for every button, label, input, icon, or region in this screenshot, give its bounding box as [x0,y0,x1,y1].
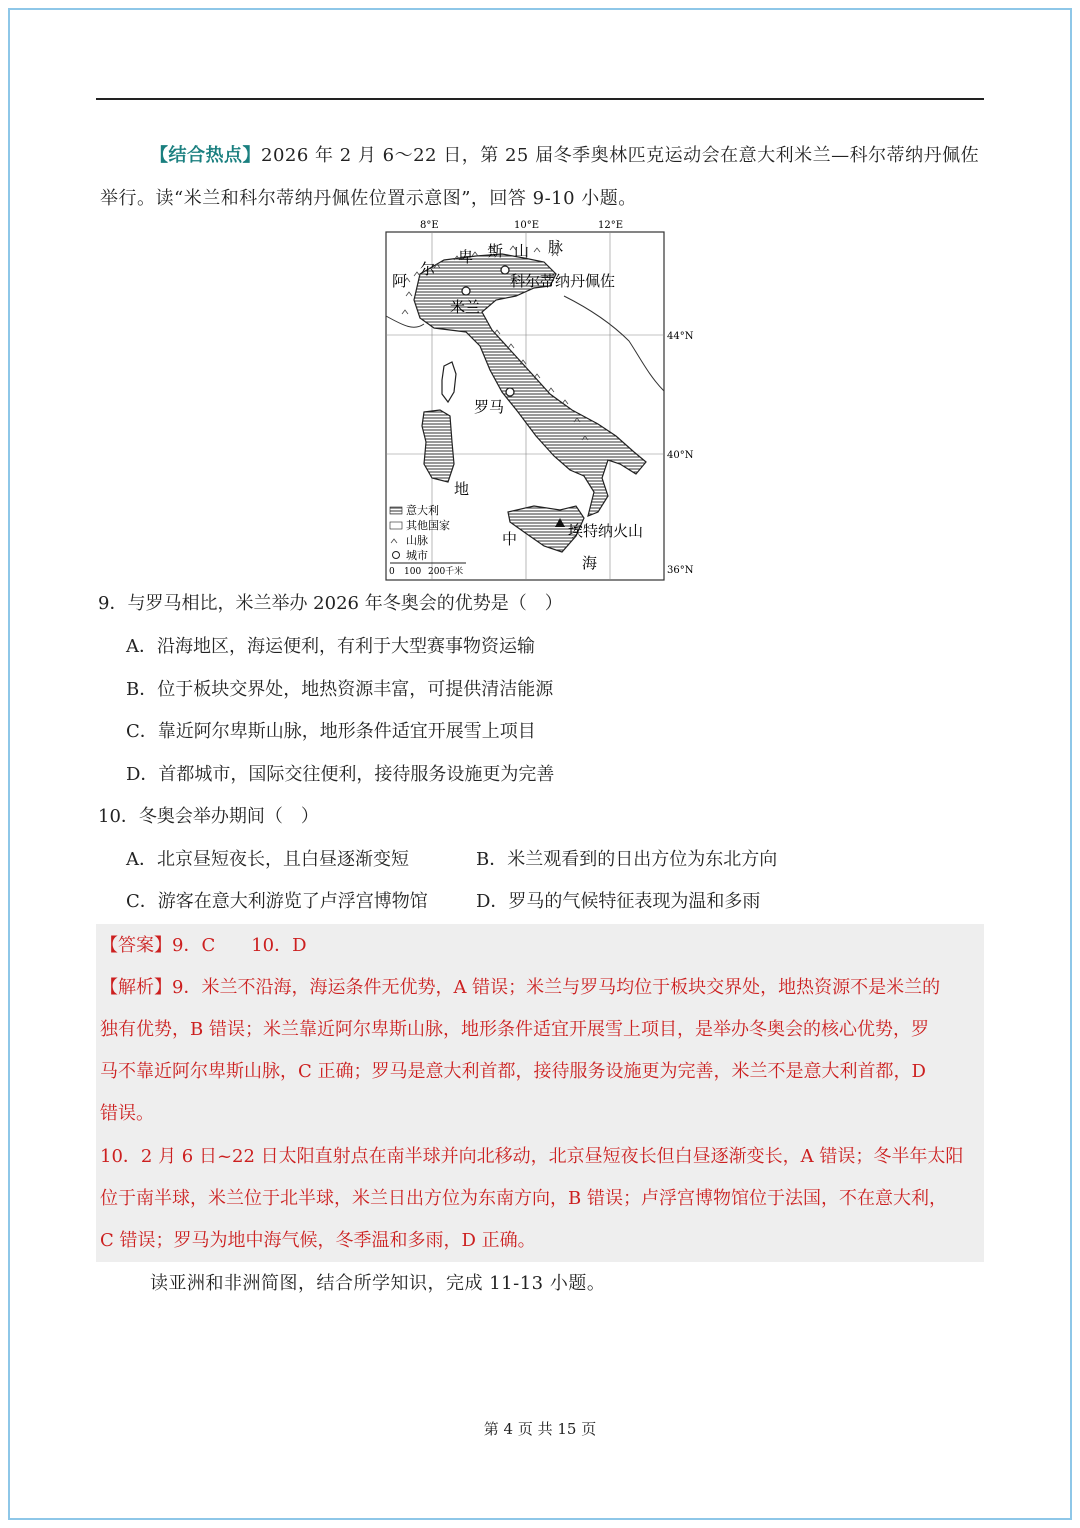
legend-city: 城市 [406,549,428,562]
q9-option-a: A．沿海地区，海运便利，有利于大型赛事物资运输 [126,636,535,657]
lon-label-12: 12°E [598,220,624,231]
analysis-line-5: 10．2 月 6 日~22 日太阳直射点在南半球并向北移动，北京昼短夜长但白昼逐渐变长，A 错误；冬半年太阳 [100,1146,964,1167]
volcano-label: 埃特纳火山 [568,522,644,540]
q9-option-c: C．靠近阿尔卑斯山脉，地形条件适宜开展雪上项目 [126,721,536,742]
answer-text: 9．C 10．D [172,935,307,956]
intro-tag: 【结合热点】 [150,145,261,166]
alps-char-3: 卑 [458,248,474,266]
cortina-label: 科尔蒂纳丹佩佐 [510,272,616,290]
sea-char-3: 海 [582,554,598,572]
lon-label-10: 10°E [514,220,540,231]
q9-option-b: B．位于板块交界处，地热资源丰富，可提供清洁能源 [126,679,554,700]
answer-line [100,924,984,967]
alps-char-1: 阿 [392,272,408,290]
q10-stem: 10．冬奥会举办期间（ ） [98,806,319,827]
alps-char-4: 斯 [488,242,504,260]
q10-option-a: A．北京昼短夜长，且白昼逐渐变短 [126,849,409,870]
analysis-label: 【解析】 [100,977,172,998]
analysis-line-3: 马不靠近阿尔卑斯山脉，C 正确；罗马是意大利首都，接待服务设施更为完善，米兰不是意大利首都，D [100,1061,926,1082]
alps-char-6: 脉 [548,238,564,256]
intro-paragraph [100,134,984,220]
answer-label: 【答案】 [100,935,172,956]
analysis-line-6: 位于南半球，米兰位于北半球，米兰日出方位为东南方向，B 错误；卢浮宫博物馆位于法国，不在意大利， [100,1188,947,1209]
legend-italy: 意大利 [406,504,439,517]
lat-label-40: 40°N [667,450,694,461]
next-section-note: 读亚洲和非洲简图，结合所学知识，完成 11-13 小题。 [150,1273,606,1294]
analysis-line-4: 错误。 [100,1103,154,1124]
q10-option-d: D．罗马的气候特征表现为温和多雨 [476,891,761,912]
sea-char-1: 地 [454,480,470,498]
legend-mountain: 山脉 [406,534,428,547]
lat-label-36: 36°N [667,565,694,576]
intro-text: 2026 年 2 月 6～22 日，第 25 届冬季奥林匹克运动会在意大利米兰—科尔蒂纳丹佩佐举行。读“米兰和科尔蒂纳丹佩佐位置示意图”，回答 9-10 小题。 [100,145,980,209]
q10-option-c: C．游客在意大利游览了卢浮宫博物馆 [126,891,428,912]
scale-0: 0 [389,567,395,577]
page-footer: 第 4 页 共 15 页 [483,1420,597,1438]
analysis-line-2: 独有优势，B 错误；米兰靠近阿尔卑斯山脉，地形条件适宜开展雪上项目，是举办冬奥会的核心优势，罗 [100,1019,929,1040]
lat-label-44: 44°N [667,331,694,342]
lon-label-8: 8°E [420,220,439,231]
q10-option-b: B．米兰观看到的日出方位为东北方向 [476,849,778,870]
analysis-text-1: 9．米兰不沿海，海运条件无优势，A 错误；米兰与罗马均位于板块交界处，地热资源不是米兰的 [172,977,941,998]
cortina-marker [501,266,509,274]
analysis-line-7: C 错误；罗马为地中海气候，冬季温和多雨，D 正确。 [100,1230,536,1251]
sea-char-2: 中 [502,530,518,548]
milan-label: 米兰 [450,298,481,316]
analysis-line-1 [100,966,984,1009]
q9-option-d: D．首都城市，国际交往便利，接待服务设施更为完善 [126,764,555,785]
alps-char-2: 尔 [420,260,436,278]
header-rule [96,98,984,100]
q9-stem: 9．与罗马相比，米兰举办 2026 年冬奥会的优势是（ ） [98,593,563,614]
legend-other: 其他国家 [406,519,450,532]
alps-char-5: 山 [514,242,530,260]
italy-location-map [384,216,694,584]
rome-label: 罗马 [474,398,505,416]
scale-100: 100 [404,567,422,577]
rome-marker [506,388,514,396]
scale-200: 200千米 [428,567,464,577]
milan-marker [462,287,470,295]
